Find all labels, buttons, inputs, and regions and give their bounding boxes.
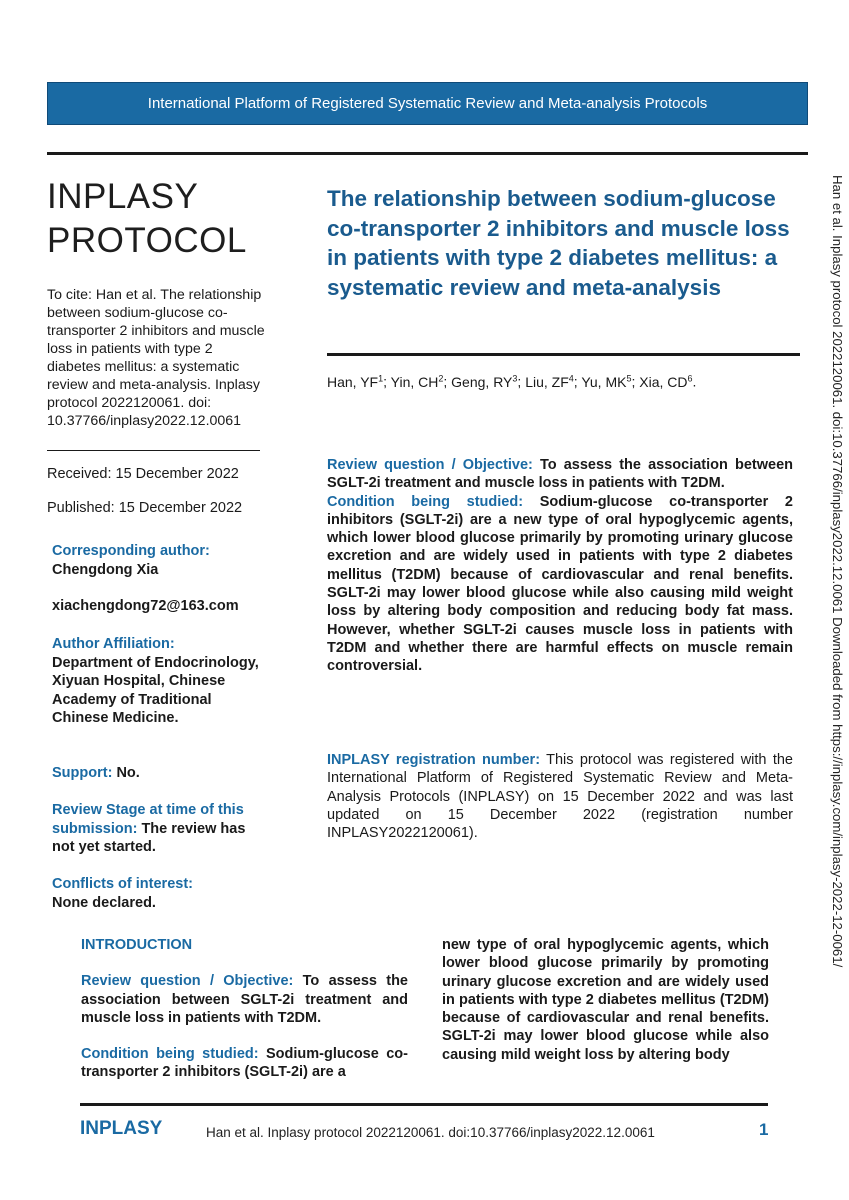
affiliation-text: Department of Endocrinology, Xiyuan Hospital, Chinese Academy of Traditional Chinese Medicine. bbox=[52, 654, 259, 726]
registration-label: INPLASY registration number: bbox=[327, 752, 541, 768]
author-affiliation-number: 4 bbox=[568, 373, 574, 383]
author-list: Han, $YF^1$; Yin, $CH^2$; Geng, $RY^3$; Liu, $ZF^4$; Yu, $MK^5$; Xia, $CD^6$. bbox=[327, 373, 697, 390]
author: Liu, $ZF^4$ bbox=[525, 373, 574, 390]
author: Xia, $CD^6$ bbox=[639, 373, 693, 390]
author-affiliation-number: 3 bbox=[512, 373, 518, 383]
paper-title: The relationship between sodium-glucose co-transporter 2 inhibitors and muscle loss in patients with type 2 diabetes mellitus: a systematic review and meta-analysis bbox=[327, 186, 790, 300]
corresponding-author bbox=[52, 542, 267, 616]
registration-text: This protocol was registered with the International Platform of Registered Systematic Review and Meta-Analysis Protocols (INPLASY) on 15 December 2022 and was last updated on 15 December 2022 (registration number INPLASY2022120061). bbox=[327, 752, 793, 842]
vertical-download-note: Han et al. Inplasy protocol 2022120061. doi:10.37766/inplasy2022.12.0061 Downloaded from https://inplasy.com/inplasy-2022-12-0061/ bbox=[830, 175, 845, 968]
support-label: Support: bbox=[52, 765, 113, 781]
stage-label: Review Stage at time of this submission: bbox=[52, 802, 244, 837]
conflicts-label: Conflicts of interest: bbox=[52, 876, 193, 892]
support bbox=[52, 764, 267, 783]
published-date: Published: 15 December 2022 bbox=[47, 500, 243, 516]
intro-heading: INTRODUCTION bbox=[81, 937, 193, 953]
intro-condition-label: Condition being studied: bbox=[81, 1046, 259, 1063]
stage-text: The review has not yet started. bbox=[52, 820, 246, 855]
review-stage bbox=[52, 801, 264, 857]
brand-line1: INPLASY bbox=[47, 177, 199, 216]
footer-citation: Han et al. Inplasy protocol 2022120061. doi:10.37766/inplasy2022.12.0061 bbox=[206, 1125, 655, 1140]
affiliation-label: Author Affiliation: bbox=[52, 636, 175, 652]
citation: To cite: Han et al. The relationship between sodium-glucose co-transporter 2 inhibitors and muscle loss in patients with type 2 diabetes mellitus: a systematic review and meta-analysis. Inplasy protocol 2022120061. doi: 10.37766/inplasy2022.12.0061 bbox=[47, 287, 265, 429]
registration-info bbox=[327, 751, 793, 842]
intro-right-column: new type of oral hypoglycemic agents, which lower blood glucose primarily by promoting urinary glucose excretion and are widely used in patients with type 2 diabetes mellitus (T2DM) because of cardiovascular and renal benefits. SGLT-2i may lower blood glucose while also causing mild weight loss by altering body bbox=[442, 937, 769, 1063]
review-question-text: To assess the association between SGLT-2i treatment and muscle loss in patients with T2DM. bbox=[327, 457, 794, 492]
top-rule bbox=[47, 152, 808, 155]
author: Yin, $CH^2$ bbox=[390, 373, 444, 390]
author: Geng, $RY^3$ bbox=[451, 373, 518, 390]
condition-label: Condition being studied: bbox=[327, 493, 524, 510]
author-affiliation-number: 1 bbox=[378, 373, 384, 383]
condition-text: Sodium-glucose co-transporter 2 inhibitors (SGLT-2i) are a new type of oral hypoglycemic agents, which lower blood glucose primarily by promoting urinary glucose excretion and are widely used in patients with type 2 diabetes mellitus (T2DM) because of cardiovascular and renal benefits. SGLT-2i may lower blood glucose while also causing mild weight loss by altering body composition and reducing body fat mass. However, whether SGLT-2i causes muscle loss in patients with T2DM and whether there are harmful effects on muscle remain controversial. bbox=[327, 493, 793, 675]
footer-brand: INPLASY bbox=[80, 1118, 163, 1139]
support-text: No. bbox=[116, 765, 140, 781]
brand-line2: PROTOCOL bbox=[47, 221, 247, 260]
author-affiliation-number: 5 bbox=[626, 373, 632, 383]
received-date: Received: 15 December 2022 bbox=[47, 466, 239, 482]
intro-left-column bbox=[81, 936, 408, 1082]
corresponding-email[interactable]: xiachengdong72@163.com bbox=[52, 598, 239, 614]
abstract-review-condition bbox=[327, 456, 793, 676]
author: Yu, $MK^5$ bbox=[581, 373, 632, 390]
author-affiliation-number: 6 bbox=[687, 373, 693, 383]
intro-review-text: To assess the association between SGLT-2i treatment and muscle loss in patients with T2DM. bbox=[81, 973, 408, 1026]
conflicts-text: None declared. bbox=[52, 894, 156, 911]
corresponding-label: Corresponding author: bbox=[52, 543, 210, 559]
title-rule bbox=[327, 353, 800, 356]
sidebar-rule bbox=[47, 450, 260, 451]
author: Han, $YF^1$ bbox=[327, 373, 384, 390]
header-banner: International Platform of Registered Systematic Review and Meta-analysis Protocols bbox=[47, 82, 808, 125]
review-question-label: Review question / Objective: bbox=[327, 457, 533, 473]
conflicts bbox=[52, 875, 267, 912]
author-affiliation-number: 2 bbox=[438, 373, 444, 383]
page-number: 1 bbox=[759, 1120, 769, 1139]
footer-rule bbox=[80, 1103, 768, 1106]
corresponding-name: Chengdong Xia bbox=[52, 561, 159, 578]
author-affiliation bbox=[52, 635, 267, 728]
intro-review-label: Review question / Objective: bbox=[81, 973, 294, 990]
inplasy-protocol-heading bbox=[47, 175, 247, 263]
intro-condition-text: Sodium-glucose co-transporter 2 inhibitors (SGLT-2i) are a bbox=[81, 1046, 408, 1081]
